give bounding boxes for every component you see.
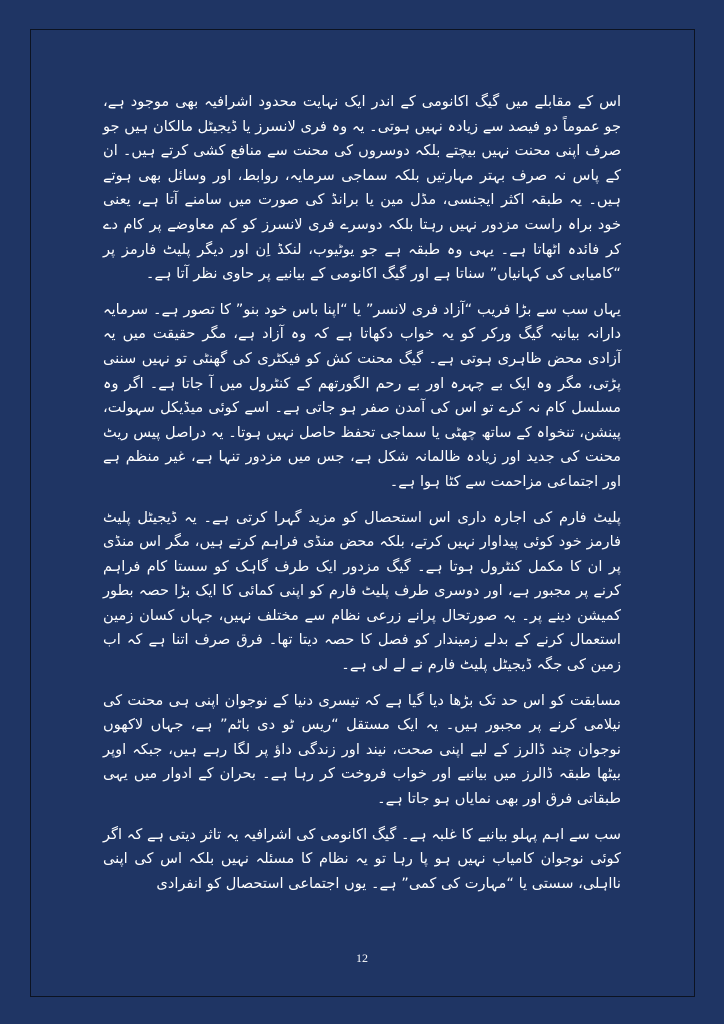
article-body (103, 90, 621, 907)
paragraph-freelancer-illusion: یہاں سب سے بڑا فریب “آزاد فری لانسر” یا “اپنا باس خود بنو” کا تصور ہے۔ سرمایہ دارانہ بیانیہ گیگ ورکر کو یہ خواب دکھاتا ہے کہ وہ آزاد ہے، مگر حقیقت میں یہ آزادی محض ظاہری ہوتی ہے۔ گیگ محنت کش کو فیکٹری کی گھنٹی تو نہیں سننی پڑتی، مگر وہ ایک بے چہرہ اور بے رحم الگورتھم کے کنٹرول میں آ جاتا ہے۔ اگر وہ مسلسل کام نہ کرے تو اس کی آمدن صفر ہو جاتی ہے۔ اسے کوئی میڈیکل سہولت، پینشن، تنخواہ کے ساتھ چھٹی یا سماجی تحفظ حاصل نہیں ہوتا۔ یہ دراصل پیس ریٹ محنت کی جدید اور زیادہ ظالمانہ شکل ہے، جس میں مزدور تنہا ہے، غیر منظم ہے اور اجتماعی مزاحمت سے کٹا ہوا ہے۔ (103, 300, 621, 490)
page-number: 12 (356, 951, 368, 965)
paragraph-gig-elite: اس کے مقابلے میں گیگ اکانومی کے اندر ایک نہایت محدود اشرافیہ بھی موجود ہے، جو عموماً دو فیصد سے زیادہ نہیں ہوتی۔ یہ وہ فری لانسرز یا ڈیجیٹل مالکان ہیں جو صرف اپنی محنت نہیں بیچتے بلکہ دوسروں کی محنت سے منافع کشی کرتے ہیں۔ ان کے پاس نہ صرف بہتر مہارتیں بلکہ سماجی سرمایہ، روابط، اور وسائل بھی ہوتے ہیں۔ یہ طبقہ اکثر ایجنسی، مڈل مین یا برانڈ کی صورت میں سامنے آتا ہے، یعنی خود براہ راست مزدور نہیں رہتا بلکہ دوسرے فری لانسرز کو کم معاوضے پر کام دے کر فائدہ اٹھاتا ہے۔ یہی وہ طبقہ ہے جو یوٹیوب، لنکڈ اِن اور دیگر پلیٹ فارمز پر “کامیابی کی کہانیاں” سناتا ہے اور گیگ اکانومی کے بیانیے پر حاوی نظر آتا ہے۔ (103, 93, 621, 283)
paragraph-narrative-dominance: سب سے اہم پہلو بیانیے کا غلبہ ہے۔ گیگ اکانومی کی اشرافیہ یہ تاثر دیتی ہے کہ اگر کوئی نوجوان کامیاب نہیں ہو پا رہا تو یہ نظام کا مسئلہ نہیں بلکہ اس کی اپنی نااہلی، سستی یا “مہارت کی کمی” ہے۔ یوں اجتماعی استحصال کو انفرادی (103, 825, 621, 892)
paragraph-platform-monopoly: پلیٹ فارم کی اجارہ داری اس استحصال کو مزید گہرا کرتی ہے۔ یہ ڈیجیٹل پلیٹ فارمز خود کوئی پیداوار نہیں کرتے، بلکہ محض منڈی فراہم کرتے ہیں، مگر اس منڈی پر ان کا مکمل کنٹرول ہوتا ہے۔ گیگ مزدور ایک طرف گاہک کو سستا کام فراہم کرنے پر مجبور ہے، اور دوسری طرف پلیٹ فارم کو اپنی کمائی کا ایک بڑا حصہ بطور کمیشن دینے پر۔ یہ صورتحال پرانے زرعی نظام سے مختلف نہیں، جہاں کسان زمین استعمال کرنے کے بدلے زمیندار کو فصل کا حصہ دیتا تھا۔ فرق صرف اتنا ہے کہ اب زمین کی جگہ ڈیجیٹل پلیٹ فارم نے لے لی ہے۔ (103, 508, 621, 674)
paragraph-race-to-bottom: مسابقت کو اس حد تک بڑھا دیا گیا ہے کہ تیسری دنیا کے نوجوان اپنی ہی محنت کی نیلامی کرنے پر مجبور ہیں۔ یہ ایک مستقل “ریس ٹو دی باٹم” ہے، جہاں لاکھوں نوجوان چند ڈالرز کے لیے اپنی صحت، نیند اور زندگی داؤ پر لگا رہے ہیں، جبکہ اوپر بیٹھا طبقہ ڈالرز میں بیانیے اور خواب فروخت کر رہا ہے۔ بحران کے ادوار میں یہی طبقاتی فرق اور بھی نمایاں ہو جاتا ہے۔ (103, 691, 621, 808)
